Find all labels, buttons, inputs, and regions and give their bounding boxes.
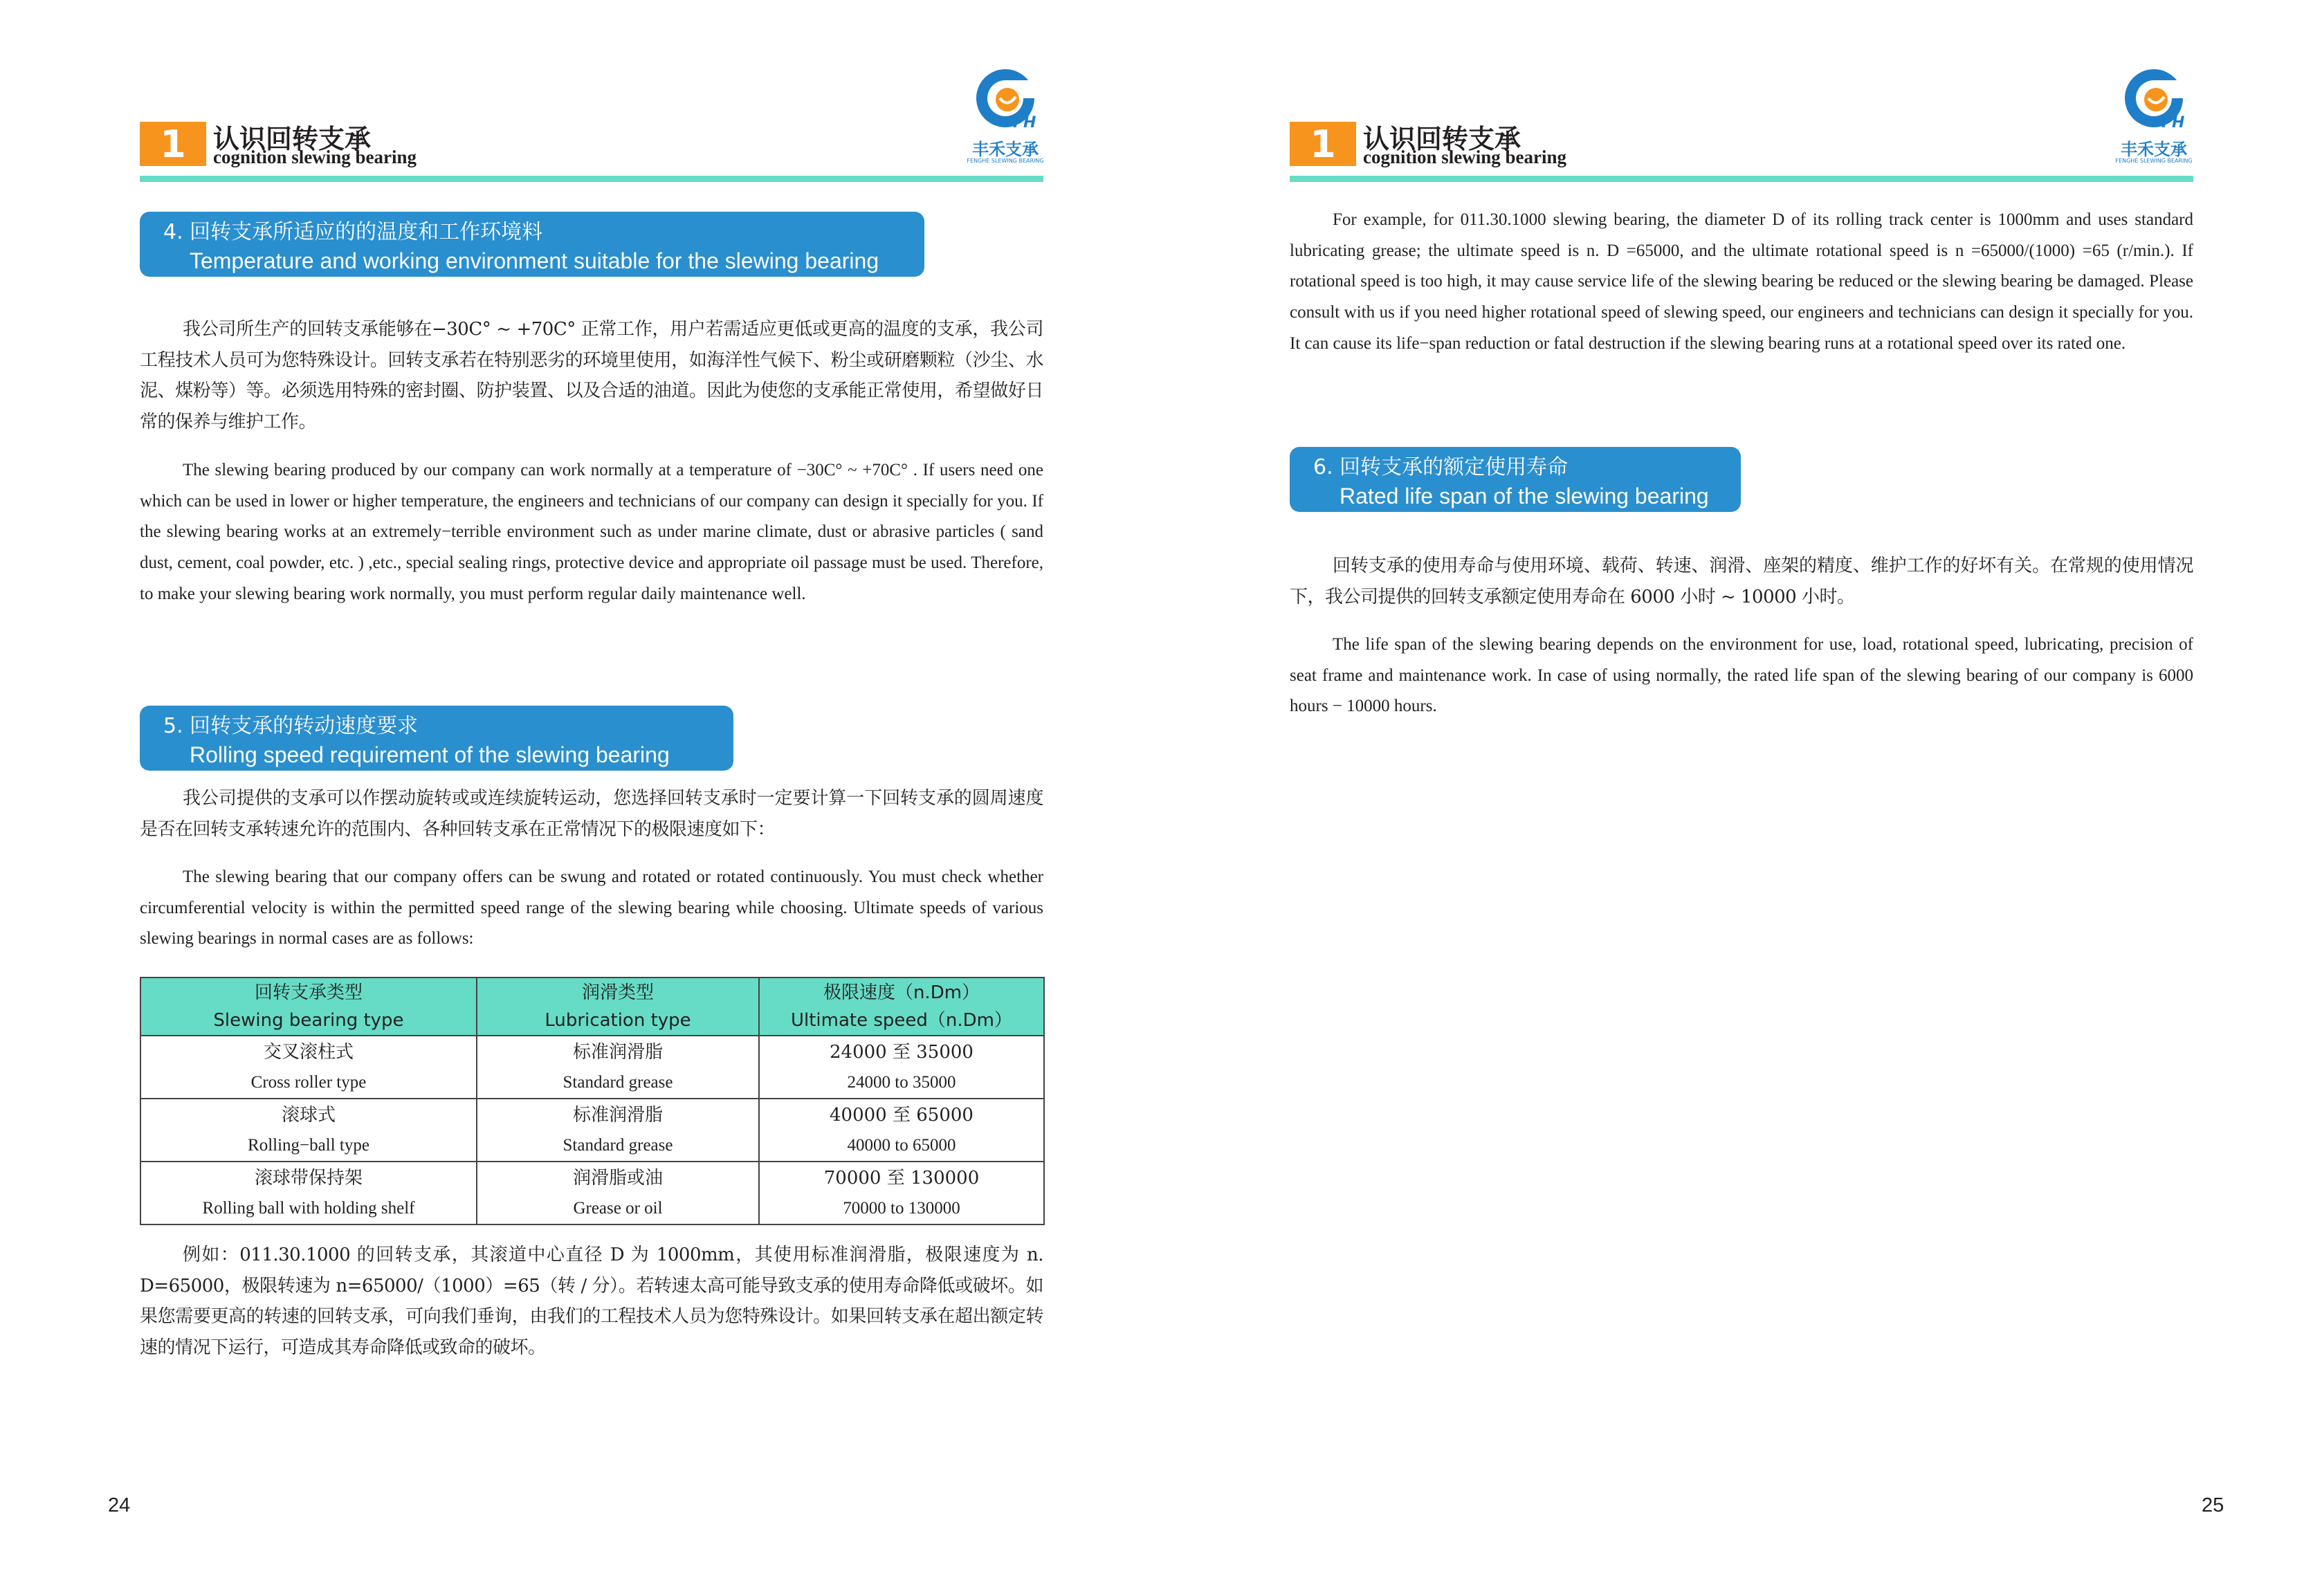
section-4-title-zh: 4. 回转支承所适应的的温度和工作环境料 bbox=[163, 220, 543, 244]
table-cell: 标准润滑脂 Standard grease bbox=[477, 1099, 759, 1162]
table-cell: 滚球式 Rolling−ball type bbox=[140, 1099, 477, 1162]
section-6-paragraph-zh: 回转支承的使用寿命与使用环境、载荷、转速、润滑、座架的精度、维护工作的好坏有关。在常规的使用情况下，我公司提供的回转支承额定使用寿命在 6000 小时 ~ 10000 小时。 bbox=[1290, 556, 2193, 607]
section-6-title-zh: 6. 回转支承的额定使用寿命 bbox=[1313, 455, 1569, 479]
section-6-heading bbox=[1290, 447, 1741, 512]
section-4-paragraph-en: The slewing bearing produced by our company can work normally at a temperature of −30C° ~ +70C° . If users need one which can be used in lower or higher temperature, the engineers and technicians of our company can design it specially for you. If the slewing bearing works at an extremely−terrible environment such as under marine climate, dust or abrasive particles ( sand dust, cement, coal powder, etc. ) ,etc., special sealing rings, protective device and appropriate oil passage must be used. Therefore, to make your slewing bearing work normally, you must perform regular daily maintenance well. bbox=[140, 461, 1043, 603]
right-page bbox=[1161, 0, 2322, 1596]
section-5-paragraph-zh: 我公司提供的支承可以作摆动旋转或或连续旋转运动，您选择回转支承时一定要计算一下回转支承的圆周速度是否在回转支承转速允许的范围内、各种回转支承在正常情况下的极限速度如下： bbox=[140, 788, 1043, 840]
table-row bbox=[140, 1162, 1044, 1224]
svg-text:FH: FH bbox=[2161, 114, 2185, 131]
section-5-title-zh: 5. 回转支承的转动速度要求 bbox=[163, 714, 419, 738]
header-rule bbox=[1290, 176, 2193, 182]
table-header-cell: 极限速度（n.Dm） Ultimate speed（n.Dm） bbox=[759, 978, 1044, 1036]
section-5-heading bbox=[140, 706, 733, 771]
table-header-cell: 润滑类型 Lubrication type bbox=[477, 978, 759, 1036]
table-cell: 滚球带保持架 Rolling ball with holding shelf bbox=[140, 1162, 477, 1224]
example-paragraph-zh: 例如：011.30.1000 的回转支承，其滚道中心直径 D 为 1000mm，其使用标准润滑脂，极限速度为 n. D=65000，极限转速为 n=65000/（1000）=65（转 / 分）。若转速太高可能导致支承的使用寿命降低或破坏。如果您需要更高的转速的回转支承，可向我们垂询，由我们的工程技术人员为您特殊设计。如果回转支承在超出额定转速的情况下运行，可造成其寿命降低或致命的破坏。 bbox=[140, 1245, 1043, 1358]
section-6-paragraph-en: The life span of the slewing bearing depends on the environment for use, load, rotational speed, lubricating, precision of seat frame and maintenance work. In case of using normally, the rated life span of the slewing bearing of our company is 6000 hours − 10000 hours. bbox=[1290, 635, 2193, 716]
chapter-number-badge: 1 bbox=[140, 122, 206, 166]
company-logo bbox=[967, 66, 1043, 174]
table-cell: 70000 至 130000 70000 to 130000 bbox=[759, 1162, 1044, 1224]
header-rule bbox=[140, 176, 1043, 182]
section-5-paragraph-en: The slewing bearing that our company offers can be swung and rotated or rotated continuously. You must check whether circumferential velocity is within the permitted speed range of the slewing bearing while choosing. Ultimate speeds of various slewing bearings in normal cases are as follows: bbox=[140, 868, 1043, 948]
chapter-number-badge: 1 bbox=[1290, 122, 1356, 166]
logo-subtext: FENGHE SLEWING BEARING bbox=[967, 158, 1044, 164]
table-row bbox=[140, 1036, 1044, 1099]
section-6-title-en: Rated life span of the slewing bearing bbox=[1340, 484, 1709, 508]
chapter-title-zh: 认识回转支承 bbox=[213, 123, 372, 154]
table-header-row bbox=[140, 978, 1044, 1036]
ultimate-speed-table bbox=[140, 977, 1045, 1225]
table-header-cell: 回转支承类型 Slewing bearing type bbox=[140, 978, 477, 1036]
logo-subtext: FENGHE SLEWING BEARING bbox=[2115, 158, 2193, 164]
table-cell: 24000 至 35000 24000 to 35000 bbox=[759, 1036, 1044, 1099]
table-cell: 标准润滑脂 Standard grease bbox=[477, 1036, 759, 1099]
company-logo bbox=[2116, 66, 2192, 174]
section-4-heading bbox=[140, 212, 924, 277]
section-4-title-en: Temperature and working environment suitable for the slewing bearing bbox=[190, 248, 879, 273]
logo-name: 丰禾支承 bbox=[972, 140, 1039, 159]
example-paragraph-en: For example, for 011.30.1000 slewing bearing, the diameter D of its rolling track center is 1000mm and uses standard lubricating grease; the ultimate speed is n. D =65000, and the ultimate rotational speed is n =65000/(1000) =65 (r/min.). If rotational speed is too high, it may cause service life of the slewing bearing be reduced or the slewing bearing be damaged. Please consult with us if you need higher rotational speed of slewing speed, our engineers and technicians can design it specially for you. It can cause its life−span reduction or fatal destruction if the slewing bearing runs at a rotational speed over its rated one. bbox=[1290, 210, 2193, 353]
page-number-right: 25 bbox=[2202, 1494, 2224, 1516]
chapter-title-zh: 认识回转支承 bbox=[1363, 123, 1521, 154]
section-4-paragraph-zh: 我公司所生产的回转支承能够在−30C° ~ +70C° 正常工作，用户若需适应更低或更高的温度的支承，我公司工程技术人员可为您特殊设计。回转支承若在特别恶劣的环境里使用，如海洋性气候下、粉尘或研磨颗粒（沙尘、水泥、煤粉等）等。必须选用特殊的密封圈、防护装置、以及合适的油道。因此为使您的支承能正常使用，希望做好日常的保养与维护工作。 bbox=[140, 319, 1043, 432]
chapter-title-en: cognition slewing bearing bbox=[1363, 147, 1567, 167]
svg-text:FH: FH bbox=[1013, 114, 1036, 131]
table-cell: 润滑脂或油 Grease or oil bbox=[477, 1162, 759, 1224]
logo-mark-icon bbox=[2116, 66, 2192, 136]
logo-mark-icon bbox=[967, 66, 1043, 136]
table-row bbox=[140, 1099, 1044, 1162]
section-5-title-en: Rolling speed requirement of the slewing bearing bbox=[190, 742, 670, 767]
table-cell: 40000 至 65000 40000 to 65000 bbox=[759, 1099, 1044, 1162]
table-cell: 交叉滚柱式 Cross roller type bbox=[140, 1036, 477, 1099]
page-number-left: 24 bbox=[108, 1494, 131, 1516]
logo-name: 丰禾支承 bbox=[2121, 140, 2187, 159]
chapter-title-en: cognition slewing bearing bbox=[213, 147, 417, 167]
